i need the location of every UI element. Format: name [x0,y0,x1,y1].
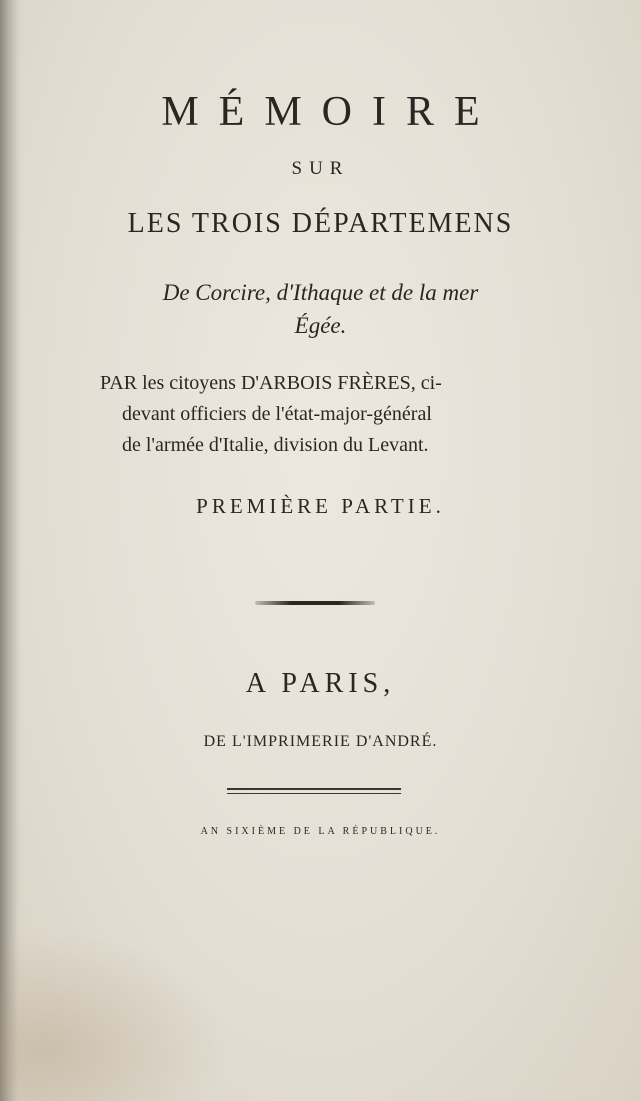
imprint-place: A PARIS, [245,668,396,699]
title-departments: LES TROIS DÉPARTEMENS [127,208,514,239]
title-connector: SUR [291,158,350,179]
imprint-printer: DE L'IMPRIMERIE D'ANDRÉ. [203,733,438,750]
authors-line-2: devant officiers de l'état-major-général [122,403,432,425]
paper-stain [0,930,230,1101]
authors-line-1: PAR les citoyens D'ARBOIS FRÈRES, ci- [100,372,442,394]
authors-block [100,368,540,461]
authors-line-3: de l'armée d'Italie, division du Levant. [122,434,429,456]
subtitle-line-2: Égée. [294,313,347,338]
book-title: MÉMOIRE [161,89,500,135]
subtitle-line-1: De Corcire, d'Ithaque et de la mer [162,280,479,305]
ornamental-rule [255,601,375,605]
double-rule [227,788,401,794]
part-label: PREMIÈRE PARTIE. [196,494,445,518]
imprint-date: AN SIXIÈME DE LA RÉPUBLIQUE. [200,826,441,837]
